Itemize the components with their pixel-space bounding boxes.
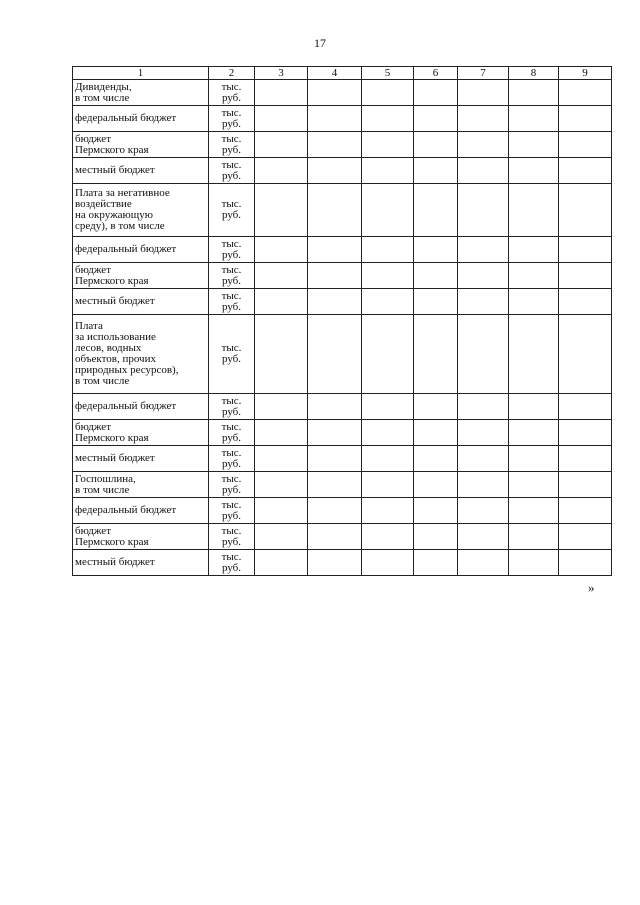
table-body <box>73 80 612 576</box>
empty-value-cell <box>509 394 559 420</box>
empty-value-cell <box>458 550 509 576</box>
empty-value-cell <box>414 80 458 106</box>
table-row <box>73 524 612 550</box>
empty-value-cell <box>362 420 414 446</box>
row-unit-cell: тыс. руб. <box>209 498 255 524</box>
empty-value-cell <box>255 394 308 420</box>
empty-value-cell <box>509 263 559 289</box>
empty-value-cell <box>509 237 559 263</box>
table-row <box>73 132 612 158</box>
row-name-cell: Плата за негативное воздействие на окружающую среду), в том числе <box>73 184 209 237</box>
empty-value-cell <box>414 420 458 446</box>
empty-value-cell <box>308 263 362 289</box>
empty-value-cell <box>308 237 362 263</box>
budget-table <box>72 66 612 576</box>
row-unit-cell: тыс. руб. <box>209 80 255 106</box>
row-name-cell: Дивиденды, в том числе <box>73 80 209 106</box>
empty-value-cell <box>509 289 559 315</box>
empty-value-cell <box>362 550 414 576</box>
row-unit-cell: тыс. руб. <box>209 184 255 237</box>
empty-value-cell <box>458 498 509 524</box>
row-unit-cell: тыс. руб. <box>209 315 255 394</box>
empty-value-cell <box>509 158 559 184</box>
row-name-cell: федеральный бюджет <box>73 106 209 132</box>
column-header-4: 4 <box>308 67 362 80</box>
table-row <box>73 550 612 576</box>
table-row <box>73 289 612 315</box>
empty-value-cell <box>255 263 308 289</box>
empty-value-cell <box>308 106 362 132</box>
empty-value-cell <box>458 263 509 289</box>
closing-quote-mark: » <box>588 580 595 595</box>
row-unit-cell: тыс. руб. <box>209 289 255 315</box>
table-row <box>73 106 612 132</box>
row-unit-cell: тыс. руб. <box>209 524 255 550</box>
empty-value-cell <box>559 550 612 576</box>
empty-value-cell <box>255 158 308 184</box>
column-header-2: 2 <box>209 67 255 80</box>
empty-value-cell <box>308 472 362 498</box>
row-unit-cell: тыс. руб. <box>209 132 255 158</box>
table-row <box>73 237 612 263</box>
empty-value-cell <box>308 184 362 237</box>
table-row <box>73 394 612 420</box>
empty-value-cell <box>362 394 414 420</box>
empty-value-cell <box>559 132 612 158</box>
empty-value-cell <box>509 498 559 524</box>
empty-value-cell <box>308 446 362 472</box>
empty-value-cell <box>559 158 612 184</box>
empty-value-cell <box>362 498 414 524</box>
empty-value-cell <box>509 184 559 237</box>
empty-value-cell <box>559 80 612 106</box>
empty-value-cell <box>308 394 362 420</box>
empty-value-cell <box>255 472 308 498</box>
empty-value-cell <box>414 315 458 394</box>
empty-value-cell <box>255 498 308 524</box>
empty-value-cell <box>414 446 458 472</box>
empty-value-cell <box>458 80 509 106</box>
row-unit-cell: тыс. руб. <box>209 472 255 498</box>
empty-value-cell <box>458 289 509 315</box>
row-unit-cell: тыс. руб. <box>209 446 255 472</box>
column-header-6: 6 <box>414 67 458 80</box>
empty-value-cell <box>362 524 414 550</box>
empty-value-cell <box>559 315 612 394</box>
row-name-cell: федеральный бюджет <box>73 237 209 263</box>
row-unit-cell: тыс. руб. <box>209 420 255 446</box>
empty-value-cell <box>255 289 308 315</box>
empty-value-cell <box>308 80 362 106</box>
empty-value-cell <box>458 132 509 158</box>
row-unit-cell: тыс. руб. <box>209 237 255 263</box>
empty-value-cell <box>458 446 509 472</box>
header-row <box>73 67 612 80</box>
empty-value-cell <box>414 184 458 237</box>
empty-value-cell <box>509 446 559 472</box>
table-row <box>73 498 612 524</box>
column-header-8: 8 <box>509 67 559 80</box>
empty-value-cell <box>255 420 308 446</box>
empty-value-cell <box>509 550 559 576</box>
row-unit-cell: тыс. руб. <box>209 550 255 576</box>
row-unit-cell: тыс. руб. <box>209 394 255 420</box>
empty-value-cell <box>255 315 308 394</box>
table-row <box>73 472 612 498</box>
empty-value-cell <box>362 80 414 106</box>
empty-value-cell <box>414 263 458 289</box>
empty-value-cell <box>458 106 509 132</box>
empty-value-cell <box>559 420 612 446</box>
empty-value-cell <box>509 106 559 132</box>
empty-value-cell <box>458 237 509 263</box>
empty-value-cell <box>559 263 612 289</box>
empty-value-cell <box>362 237 414 263</box>
empty-value-cell <box>308 498 362 524</box>
empty-value-cell <box>414 472 458 498</box>
table-row <box>73 420 612 446</box>
empty-value-cell <box>458 394 509 420</box>
empty-value-cell <box>509 315 559 394</box>
empty-value-cell <box>362 446 414 472</box>
column-header-7: 7 <box>458 67 509 80</box>
row-name-cell: местный бюджет <box>73 550 209 576</box>
empty-value-cell <box>362 158 414 184</box>
empty-value-cell <box>362 472 414 498</box>
row-name-cell: Госпошлина, в том числе <box>73 472 209 498</box>
empty-value-cell <box>509 472 559 498</box>
row-name-cell: бюджет Пермского края <box>73 420 209 446</box>
row-name-cell: федеральный бюджет <box>73 394 209 420</box>
row-unit-cell: тыс. руб. <box>209 263 255 289</box>
row-name-cell: местный бюджет <box>73 158 209 184</box>
empty-value-cell <box>414 550 458 576</box>
empty-value-cell <box>255 80 308 106</box>
empty-value-cell <box>509 132 559 158</box>
empty-value-cell <box>559 498 612 524</box>
empty-value-cell <box>458 472 509 498</box>
empty-value-cell <box>414 237 458 263</box>
empty-value-cell <box>362 263 414 289</box>
empty-value-cell <box>559 289 612 315</box>
empty-value-cell <box>308 524 362 550</box>
empty-value-cell <box>414 498 458 524</box>
table-row <box>73 158 612 184</box>
empty-value-cell <box>362 132 414 158</box>
empty-value-cell <box>255 132 308 158</box>
row-name-cell: местный бюджет <box>73 446 209 472</box>
empty-value-cell <box>559 237 612 263</box>
column-header-1: 1 <box>73 67 209 80</box>
empty-value-cell <box>559 184 612 237</box>
empty-value-cell <box>509 80 559 106</box>
empty-value-cell <box>308 132 362 158</box>
table-row <box>73 315 612 394</box>
table-row <box>73 184 612 237</box>
empty-value-cell <box>255 524 308 550</box>
empty-value-cell <box>308 315 362 394</box>
empty-value-cell <box>308 420 362 446</box>
row-name-cell: бюджет Пермского края <box>73 524 209 550</box>
row-unit-cell: тыс. руб. <box>209 106 255 132</box>
empty-value-cell <box>509 524 559 550</box>
page-number: 17 <box>314 36 326 50</box>
empty-value-cell <box>559 524 612 550</box>
empty-value-cell <box>308 289 362 315</box>
empty-value-cell <box>414 394 458 420</box>
empty-value-cell <box>559 446 612 472</box>
empty-value-cell <box>559 394 612 420</box>
row-name-cell: бюджет Пермского края <box>73 132 209 158</box>
column-header-9: 9 <box>559 67 612 80</box>
empty-value-cell <box>458 184 509 237</box>
empty-value-cell <box>308 158 362 184</box>
empty-value-cell <box>414 106 458 132</box>
empty-value-cell <box>362 315 414 394</box>
empty-value-cell <box>255 550 308 576</box>
empty-value-cell <box>362 106 414 132</box>
column-header-3: 3 <box>255 67 308 80</box>
empty-value-cell <box>308 550 362 576</box>
table-row <box>73 80 612 106</box>
empty-value-cell <box>414 289 458 315</box>
empty-value-cell <box>458 315 509 394</box>
empty-value-cell <box>458 524 509 550</box>
column-header-5: 5 <box>362 67 414 80</box>
empty-value-cell <box>414 524 458 550</box>
row-name-cell: бюджет Пермского края <box>73 263 209 289</box>
empty-value-cell <box>362 289 414 315</box>
empty-value-cell <box>414 132 458 158</box>
empty-value-cell <box>255 184 308 237</box>
table-row <box>73 263 612 289</box>
empty-value-cell <box>255 106 308 132</box>
empty-value-cell <box>255 446 308 472</box>
table-row <box>73 446 612 472</box>
row-name-cell: местный бюджет <box>73 289 209 315</box>
row-name-cell: Плата за использование лесов, водных объектов, прочих природных ресурсов), в том числе <box>73 315 209 394</box>
empty-value-cell <box>255 237 308 263</box>
empty-value-cell <box>458 420 509 446</box>
empty-value-cell <box>509 420 559 446</box>
empty-value-cell <box>559 106 612 132</box>
row-name-cell: федеральный бюджет <box>73 498 209 524</box>
empty-value-cell <box>414 158 458 184</box>
row-unit-cell: тыс. руб. <box>209 158 255 184</box>
empty-value-cell <box>362 184 414 237</box>
empty-value-cell <box>458 158 509 184</box>
empty-value-cell <box>559 472 612 498</box>
